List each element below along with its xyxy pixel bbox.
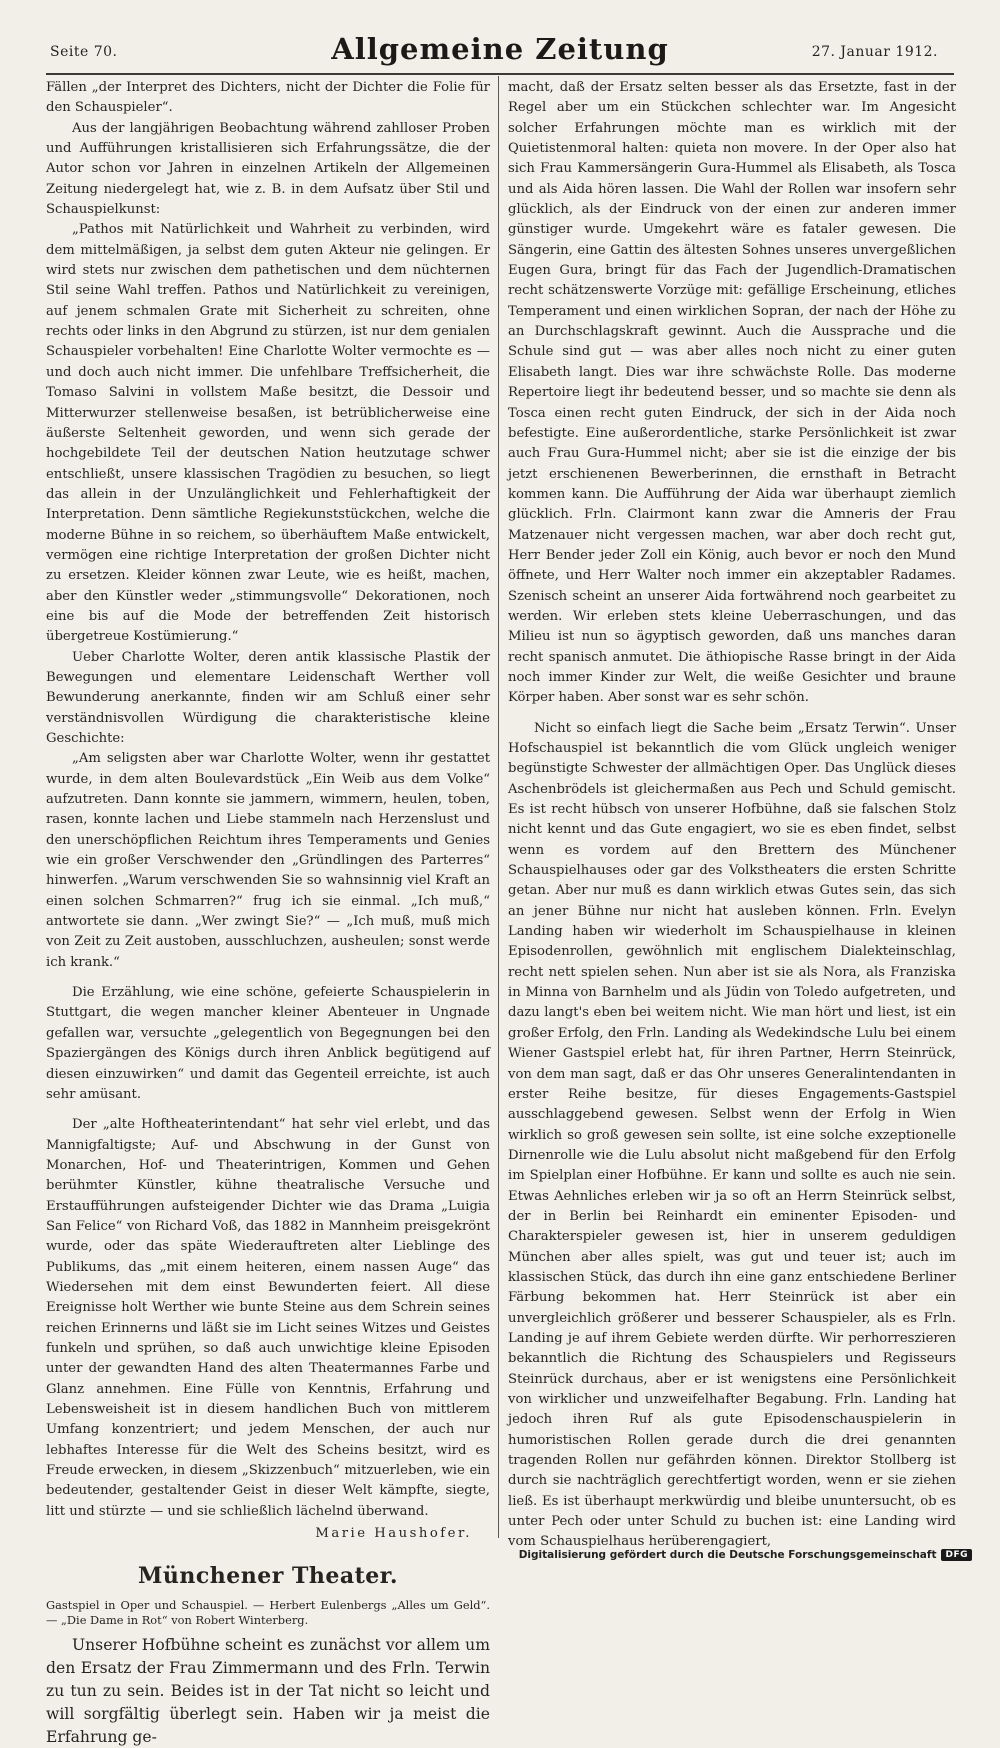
paragraph: Unserer Hofbühne scheint es zunächst vor allem um den Ersatz der Frau Zimmermann und des Frln. Terwin zu tun zu sein. Beides ist in der Tat nicht so leicht und will sorgfältig überlegt sein. Haben wir ja meist die Erfahrung ge- bbox=[46, 1636, 490, 1746]
digitization-footer bbox=[519, 1549, 972, 1561]
right-column bbox=[508, 78, 956, 1553]
paragraph: Ueber Charlotte Wolter, deren antik klassische Plastik der Bewegungen und elementare Leidenschaft Werther voll Bewunderung anerkannte, finden wir am Schluß einer sehr verständnisvollen Würdigung die charakteristische kleine Geschichte: bbox=[46, 649, 490, 746]
paragraph: Die Erzählung, wie eine schöne, gefeierte Schauspielerin in Stuttgart, die wegen mancher kleiner Abenteuer in Ungnade gefallen war, versuchte „gelegentlich von Begegnungen bei den Spaziergängen des Königs durch ihren Anblick begütigend auf diesen einzuwirken“ und damit das Gegenteil erreichte, ist auch sehr amüsant. bbox=[46, 985, 490, 1102]
paragraph: macht, daß der Ersatz selten besser als das Ersetzte, fast in der Regel aber um ein Stückchen schlechter war. Im Angesicht solcher Erfahrungen möchte man es wirklich mit der Quietistenmoral halten: quieta non movere. In der Oper also hat sich Frau Kammersängerin Gura-Hummel als Elisabeth, als Tosca und als Aida hören lassen. Die Wahl der Rollen war insofern sehr glücklich, als der Eindruck von der einen zur anderen immer günstiger wurde. Umgekehrt wäre es fataler gewesen. Die Sängerin, eine Gattin des ältesten Sohnes unseres unvergeßlichen Eugen Gura, bringt für das Fach der Jugendlich-Dramatischen recht schätzenswerte Vorzüge mit: gefällige Erscheinung, etliches Temperament und einen wirklichen Sopran, der nach der Höhe zu an Durchschlagskraft gewinnt. Auch die Aussprache und die Schule sind gut — was aber alles noch nicht zu einer guten Elisabeth langt. Dies war ihre schwächste Rolle. Das moderne Repertoire liegt ihr bedeutend besser, und so machte sie denn als Tosca einen recht guten Eindruck, der sich in der Aida noch befestigte. Eine außerordentliche, starke Persönlichkeit ist zwar auch Frau Gura-Hummel nicht; aber sie ist die einzige der bis jetzt erschienenen Bewerberinnen, die ernsthaft in Betracht kommen kann. Die Aufführung der Aida war überhaupt ziemlich glücklich. Frln. Clairmont kann zwar die Amneris der Frau Matzenauer nicht vergessen machen, war aber doch recht gut, Herr Bender jeder Zoll ein König, auch bevor er noch den Mund öffnete, und Herr Walter noch immer ein akzeptabler Radames. Szenisch scheint an unserer Aida fortwährend noch gearbeitet zu werden. Wir erleben stets kleine Ueberraschungen, und das Milieu ist nun so ägyptisch geworden, daß uns manches daran recht spanisch anmutet. Die äthiopische Rasse bringt in der Aida noch immer Kinder zur Welt, die weiße Gesichter und braune Körper haben. Aber sonst war es sehr schön. bbox=[508, 80, 956, 706]
header-rule bbox=[46, 73, 954, 75]
quote-paragraph: „Am seligsten aber war Charlotte Wolter, wenn ihr gestattet wurde, in dem alten Boulevardstück „Ein Weib aus dem Volke“ aufzutreten. Dann konnte sie jammern, wimmern, heulen, toben, rasen, konnte lachen und Liebe stammeln nach Herzenslust und den unerschöpflichen Reichtum ihres Temperaments und Genies wie ein großer Verschwender den „Gründlingen des Parterres“ hinwerfen. „Warum verschwenden Sie so wahnsinnig viel Kraft an einen solchen Schmarren?“ frug ich sie einmal. „Ich muß,“ antwortete sie dann. „Wer zwingt Sie?“ — „Ich muß, muß mich von Zeit zu Zeit austoben, ausschluchzen, ausheulen; sonst werde ich krank.“ bbox=[46, 751, 490, 970]
author-signature: Marie Haushofer. bbox=[315, 1526, 472, 1542]
paragraph: Fällen „der Interpret des Dichters, nicht der Dichter die Folie für den Schauspieler“. bbox=[46, 80, 490, 116]
paragraph: Der „alte Hoftheaterintendant“ hat sehr viel erlebt, und das Mannigfaltigste; Auf- und Abschwung in der Gunst von Monarchen, Hof- und Theaterintrigen, Kommen und Gehen berühmter Künstler, kühne theatralische Versuche und Erstaufführungen aufsteigender Dichter wie das Drama „Luigia San Felice“ von Richard Voß, das 1882 in Mannheim preisgekrönt wurde, oder das späte Wiederauftreten alter Lieblinge des Publikums, das „mit einem heiteren, einem nassen Auge“ das Wiedersehen mit dem einst Bewunderten feiert. All diese Ereignisse holt Werther wie bunte Steine aus dem Schrein seines reichen Erinnerns und läßt sie im Licht seines Witzes und Geistes funkeln und sprühen, so daß auch unwichtige kleine Episoden unter der gewandten Hand des alten Theatermannes Farbe und Glanz annehmen. Eine Fülle von Kenntnis, Erfahrung und Lebensweisheit ist in diesem handlichen Buch von mittlerem Umfang konzentriert; und jedem Menschen, der auch nur lebhaftes Interesse für die Welt des Scheins besitzt, wird es Freude erwecken, in diesem „Skizzenbuch“ mitzuerleben, wie ein bedeutender, gestaltender Geist in dieser Welt kämpfte, siegte, litt und stürzte — und sie schließlich lächelnd überwand. bbox=[46, 1117, 490, 1519]
quote-paragraph: „Pathos mit Natürlichkeit und Wahrheit zu verbinden, wird dem mittelmäßigen, ja selbst dem guten Akteur nie gelingen. Er wird stets nur zwischen dem pathetischen und dem nüchternen Stil seine Wahl treffen. Pathos und Natürlichkeit zu vereinigen, auf jenem schmalen Grate mit Sicherheit zu schreiten, ohne rechts oder links in den Abgrund zu stürzen, ist nur dem genialen Schauspieler vorbehalten! Eine Charlotte Wolter vermochte es — und doch auch nicht immer. Die unfehlbare Treffsicherheit, die Tomaso Salvini in vollstem Maße besitzt, die Dessoir und Mitterwurzer stellenweise besaßen, ist betrüblicherweise eine äußerste Seltenheit geworden, und wenn sich gerade der hochgebildete Teil der deutschen Nation heutzutage schwer entschließt, unsere klassischen Tragödien zu besuchen, so liegt das allein in der Unzulänglichkeit und Fehlerhaftigkeit der Interpretation. Denn sämtliche Regiekunststückchen, welche die moderne Bühne in so reichem, so überhäuftem Maße entwickelt, vermögen eine richtige Interpretation der großen Dichter nicht zu ersetzen. Kleider können zwar Leute, wie es heißt, machen, aber den Künstler weder „stimmungsvolle“ Dekorationen, noch eine bis auf die Mode der betreffenden Zeit historisch übergetreue Kostümierung.“ bbox=[46, 222, 490, 645]
issue-date: 27. Januar 1912. bbox=[811, 44, 938, 60]
page-number: Seite 70. bbox=[50, 44, 118, 60]
section-subhead: Gastspiel in Oper und Schauspiel. — Herbert Eulenbergs „Alles um Geld“. — „Die Dame in Rot“ von Robert Winterberg. bbox=[46, 1598, 490, 1628]
masthead-title: Allgemeine Zeitung bbox=[331, 32, 669, 66]
footer-text: Digitalisierung gefördert durch die Deutsche Forschungsgemeinschaft bbox=[518, 1549, 937, 1561]
column-divider bbox=[498, 76, 499, 1538]
left-column bbox=[46, 78, 490, 1748]
section-title: Münchener Theater. bbox=[138, 1563, 398, 1590]
paragraph: Nicht so einfach liegt die Sache beim „Ersatz Terwin“. Unser Hofschauspiel ist bekanntlich die vom Glück ungleich weniger begünstigte Schwester der allmächtigen Oper. Das Unglück dieses Aschenbrödels ist gleichermaßen aus Pech und Schuld gemischt. Es ist recht hübsch von unserer Hofbühne, daß sie falschen Stolz nicht kennt und das Gute engagiert, wo sie es eben findet, selbst wenn es vordem auf den Brettern des Münchener Schauspielhauses oder gar des Volkstheaters die ersten Schritte getan. Aber nur muß es dann wirklich etwas Gutes sein, das sich an jener Bühne nur nicht hat ausleben können. Frln. Evelyn Landing haben wir wiederholt im Schauspielhause in kleinen Episodenrollen, gewöhnlich mit englischem Dialekteinschlag, recht nett spielen sehen. Nun aber ist sie als Nora, als Franziska in Minna von Barnhelm und als Jüdin von Toledo aufgetreten, und dazu langt's eben bei weitem nicht. Wie man hört und liest, ist ein großer Erfolg, den Frln. Landing als Wedekindsche Lulu bei einem Wiener Gastspiel erlebt hat, für ihren Partner, Herrn Steinrück, von dem man sagt, daß er das Ohr unseres Generalintendanten in erster Reihe besitze, für dieses Engagements-Gastspiel ausschlaggebend gewesen. Selbst wenn der Erfolg in Wien wirklich so groß gewesen sein sollte, ist eine solche exzeptionelle Dirnenrolle wie die Lulu absolut nicht maßgebend für den Erfolg im Spielplan einer Hofbühne. Er kann und sollte es auch nie sein. Etwas Aehnliches erleben wir ja so oft an Herrn Steinrück selbst, der in Berlin bei Reinhardt ein eminenter Episoden- und Charakterspieler gewesen ist, hier in unserem geduldigen München aber alles spielt, was gut und teuer ist; auch im klassischen Stück, das durch ihn eine ganz entschiedene Berliner Färbung bekommen hat. Herr Steinrück ist aber ein unvergleichlich größerer und besserer Schauspieler, als es Frln. Landing je auf ihrem Gebiete werden dürfte. Wir perhorreszieren bekanntlich die Richtung des Schauspielers und Regisseurs Steinrück durchaus, aber er ist wenigstens eine Persönlichkeit von wirklicher und unzweifelhafter Begabung. Frln. Landing hat jedoch ihren Ruf als gute Episodenschauspielerin in humoristischen Rollen gerade durch die drei genannten tragenden Rollen nur gefährden können. Direktor Stollberg ist durch sie nachträglich gerechtfertigt worden, wenn er sie ziehen ließ. Es ist überhaupt merkwürdig und bleibe ununtersucht, ob es unter Pech oder unter Schuld zu buchen ist: eine Landing wird vom Schauspielhaus herüberengagiert, bbox=[508, 720, 956, 1550]
dfg-logo-icon: DFG bbox=[941, 1549, 972, 1561]
paragraph: Aus der langjährigen Beobachtung während zahlloser Proben und Aufführungen kristallisieren sich Erfahrungssätze, die der Autor schon vor Jahren in einzelnen Artikeln der Allgemeinen Zeitung niedergelegt hat, wie z. B. in dem Aufsatz über Stil und Schauspielkunst: bbox=[46, 120, 490, 218]
